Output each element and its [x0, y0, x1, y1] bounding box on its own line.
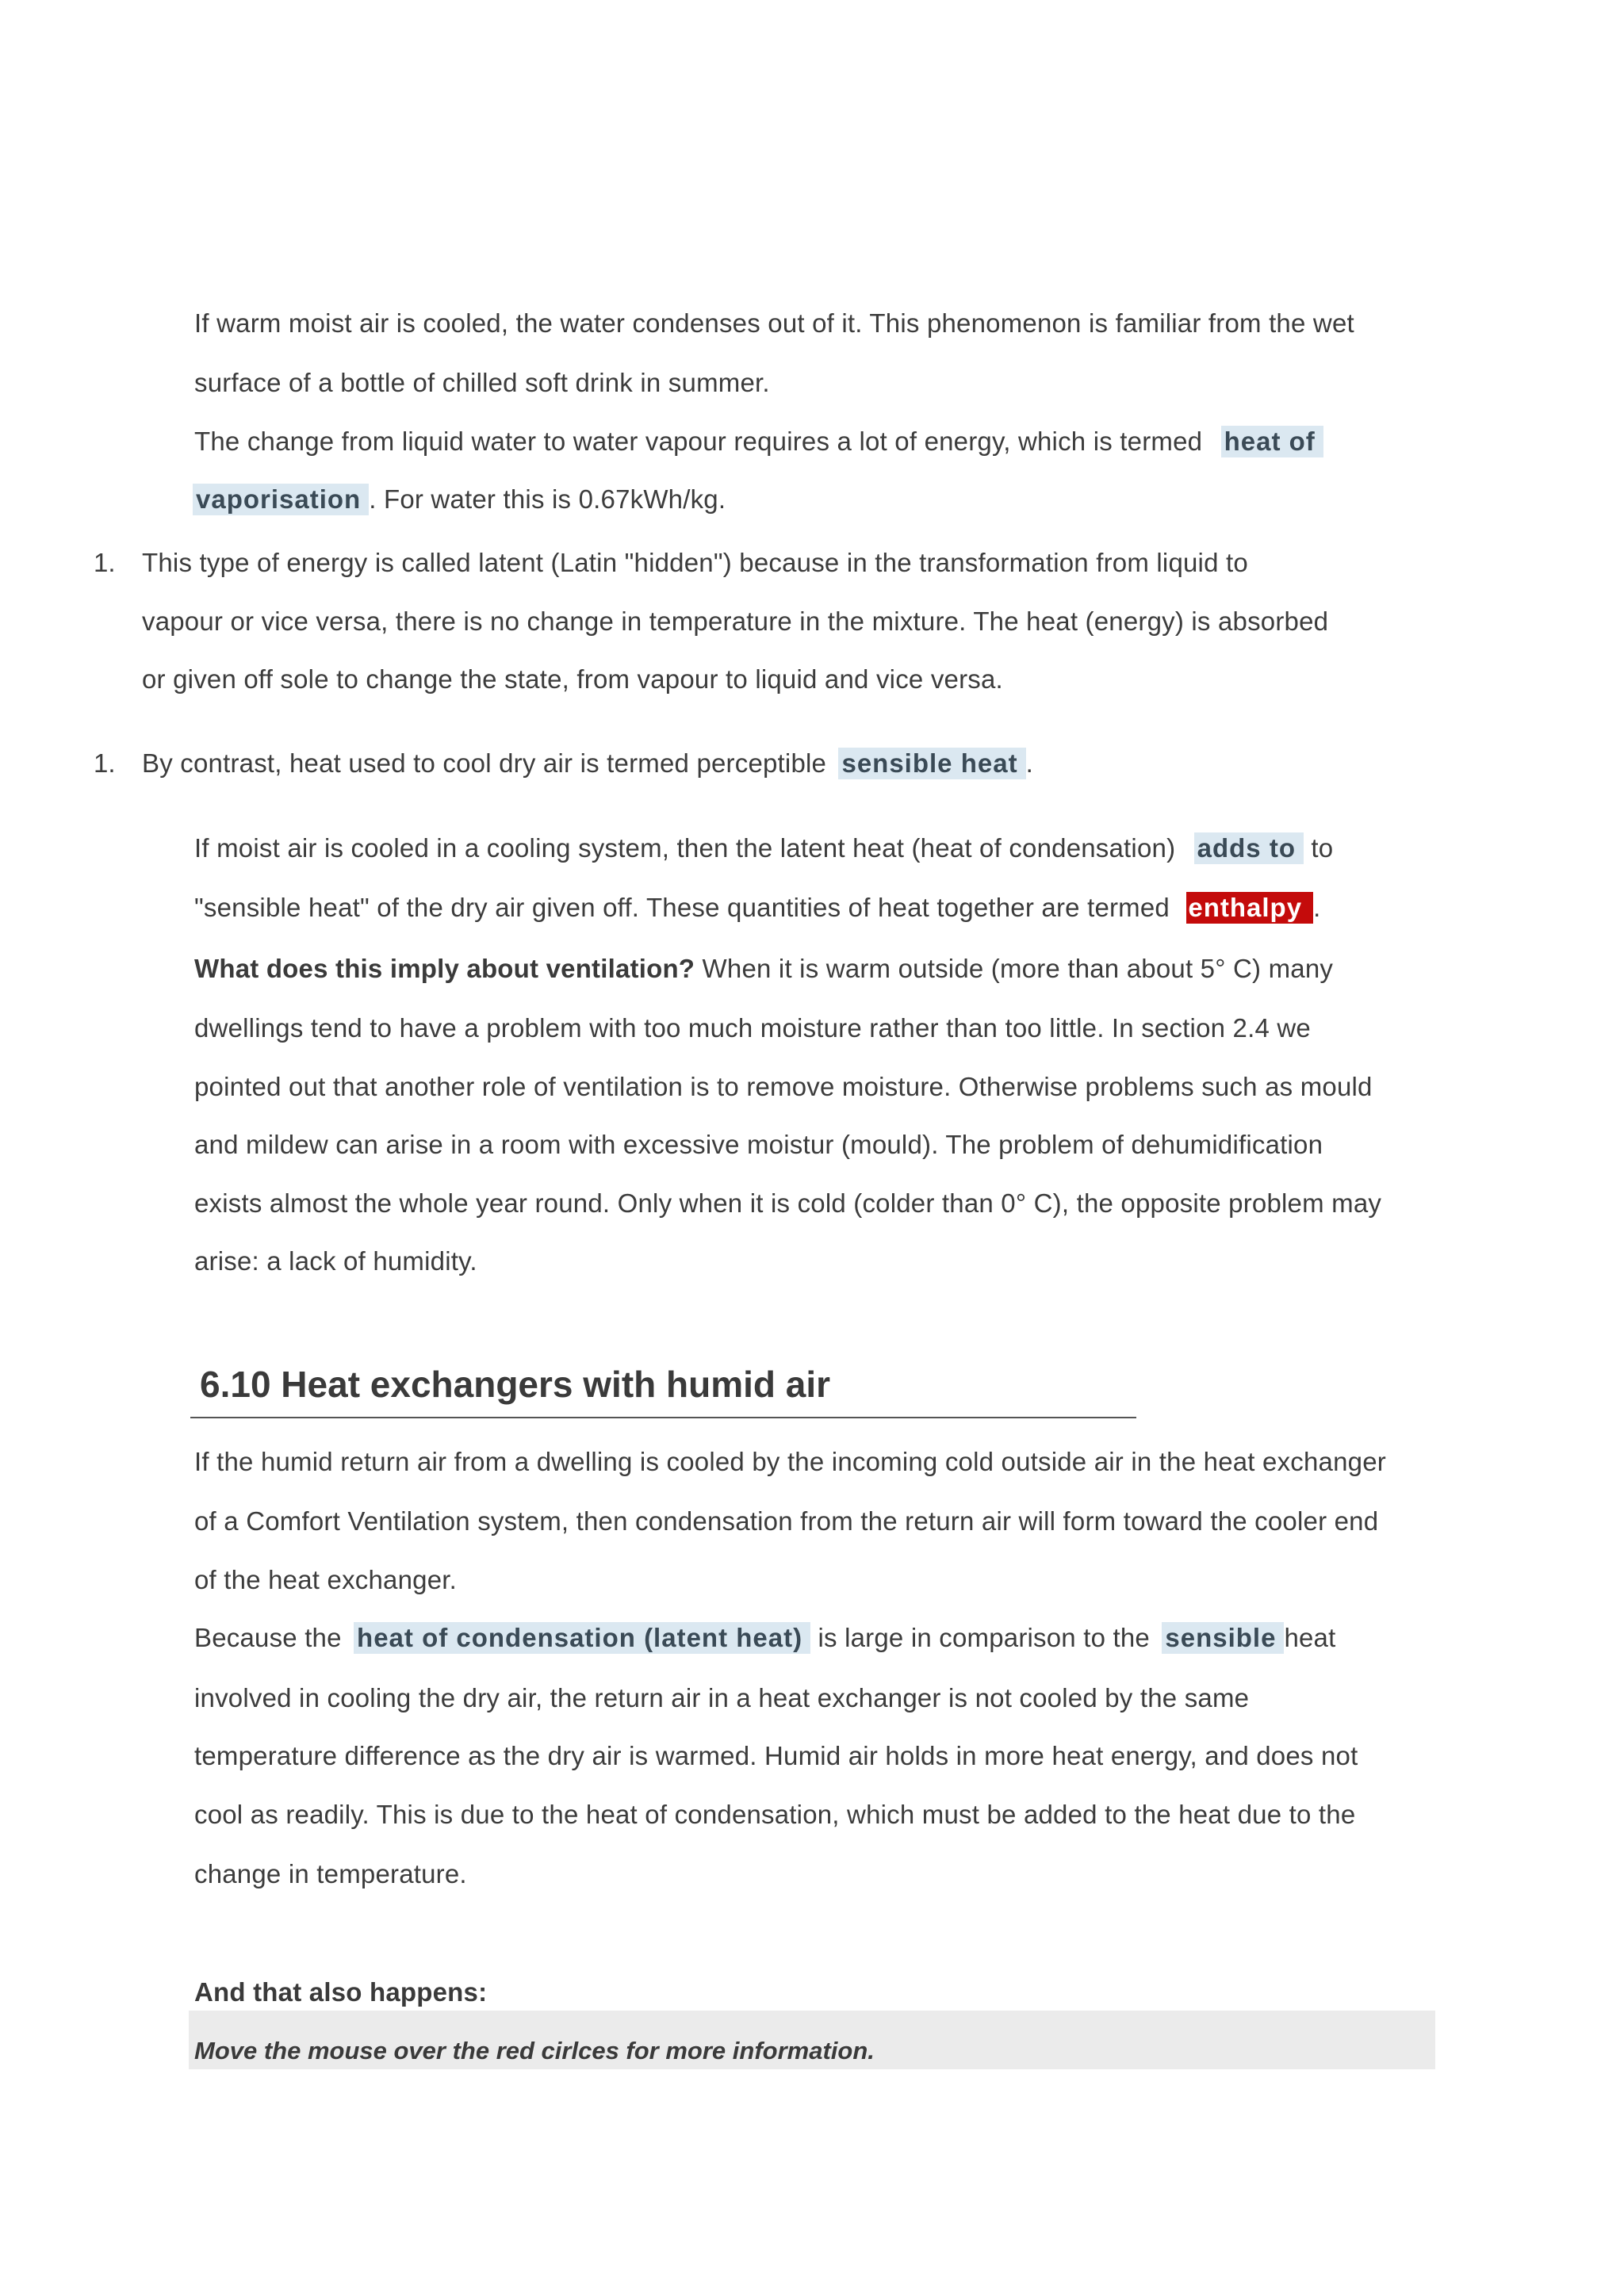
- para2-line1-text: If moist air is cooled in a cooling system, then the latent heat (heat of condensation): [194, 833, 1176, 863]
- list-item2-text: By contrast, heat used to cool dry air is termed perceptible: [142, 748, 827, 778]
- para5-line5: change in temperature.: [194, 1859, 467, 1888]
- para4-line1: If the humid return air from a dwelling is cooled by the incoming cold outside air in the heat exchanger: [194, 1447, 1386, 1476]
- term-adds-to[interactable]: adds to: [1194, 832, 1304, 864]
- para2-line2: [194, 892, 1320, 924]
- para1-line4: [193, 484, 726, 515]
- para3-line1-text: When it is warm outside (more than about 5° C) many: [695, 954, 1334, 983]
- para4-line2: of a Comfort Ventilation system, then condensation from the return air will form toward the cooler end: [194, 1506, 1379, 1536]
- list-item1-line1: This type of energy is called latent (Latin "hidden") because in the transformation from liquid to: [142, 548, 1248, 577]
- list-item2-line1: [142, 748, 1033, 779]
- para1-line2: surface of a bottle of chilled soft drink in summer.: [194, 368, 770, 397]
- para5-line2: involved in cooling the dry air, the return air in a heat exchanger is not cooled by the same: [194, 1683, 1250, 1712]
- term-sensible[interactable]: sensible: [1162, 1622, 1284, 1654]
- heading-underline: [190, 1417, 1136, 1418]
- para3-line6: arise: a lack of humidity.: [194, 1246, 477, 1276]
- term-heat-of-condensation[interactable]: heat of condensation (latent heat): [354, 1622, 810, 1654]
- para2-line1: [194, 832, 1333, 864]
- para4-line3: of the heat exchanger.: [194, 1565, 457, 1594]
- para5-line3: temperature difference as the dry air is warmed. Humid air holds in more heat energy, and does not: [194, 1741, 1358, 1770]
- term-enthalpy[interactable]: enthalpy: [1186, 892, 1313, 924]
- list-item1-line2: vapour or vice versa, there is no change in temperature in the mixture. The heat (energy) is absorbed: [142, 607, 1329, 636]
- para3-line4: and mildew can arise in a room with excessive moistur (mould). The problem of dehumidification: [194, 1130, 1323, 1159]
- para2-line2-period: .: [1313, 893, 1321, 922]
- list-marker-2: 1.: [94, 748, 116, 778]
- para2-line2-text: "sensible heat" of the dry air given off. These quantities of heat together are termed: [194, 893, 1170, 922]
- section-heading: 6.10 Heat exchangers with humid air: [200, 1364, 831, 1405]
- para3-line3: pointed out that another role of ventilation is to remove moisture. Otherwise problems such as mould: [194, 1072, 1373, 1101]
- also-happens-heading: And that also happens:: [194, 1977, 488, 2007]
- para2-line1-end: to: [1311, 833, 1334, 863]
- para3-line2: dwellings tend to have a problem with too much moisture rather than too little. In section 2.4 we: [194, 1013, 1311, 1043]
- para5-line1-mid: is large in comparison to the: [818, 1623, 1150, 1652]
- term-heat-of-vaporisation-part2[interactable]: vaporisation: [193, 484, 369, 515]
- para3-line5: exists almost the whole year round. Only when it is cold (colder than 0° C), the opposite problem may: [194, 1188, 1382, 1218]
- para1-line1: If warm moist air is cooled, the water condenses out of it. This phenomenon is familiar from the wet: [194, 308, 1354, 338]
- para5-line1-end: heat: [1284, 1623, 1336, 1652]
- ventilation-question: What does this imply about ventilation?: [194, 954, 695, 983]
- para5-line4: cool as readily. This is due to the heat of condensation, which must be added to the heat due to the: [194, 1800, 1356, 1829]
- list-item2-period: .: [1025, 748, 1033, 778]
- hover-instruction-text: Move the mouse over the red cirlces for more information.: [194, 2037, 875, 2064]
- para1-line3-text: The change from liquid water to water vapour requires a lot of energy, which is termed: [194, 427, 1203, 456]
- term-sensible-heat[interactable]: sensible heat: [838, 748, 1025, 779]
- para1-line3: [194, 426, 1323, 457]
- term-heat-of-vaporisation-part1[interactable]: heat of: [1221, 426, 1323, 457]
- list-marker-1: 1.: [94, 548, 116, 577]
- para3-line1: [194, 953, 1333, 985]
- list-item1-line3: or given off sole to change the state, from vapour to liquid and vice versa.: [142, 664, 1003, 694]
- para5-line1: [194, 1622, 1335, 1654]
- para5-line1-text: Because the: [194, 1623, 342, 1652]
- para1-line4-text: . For water this is 0.67kWh/kg.: [369, 484, 726, 514]
